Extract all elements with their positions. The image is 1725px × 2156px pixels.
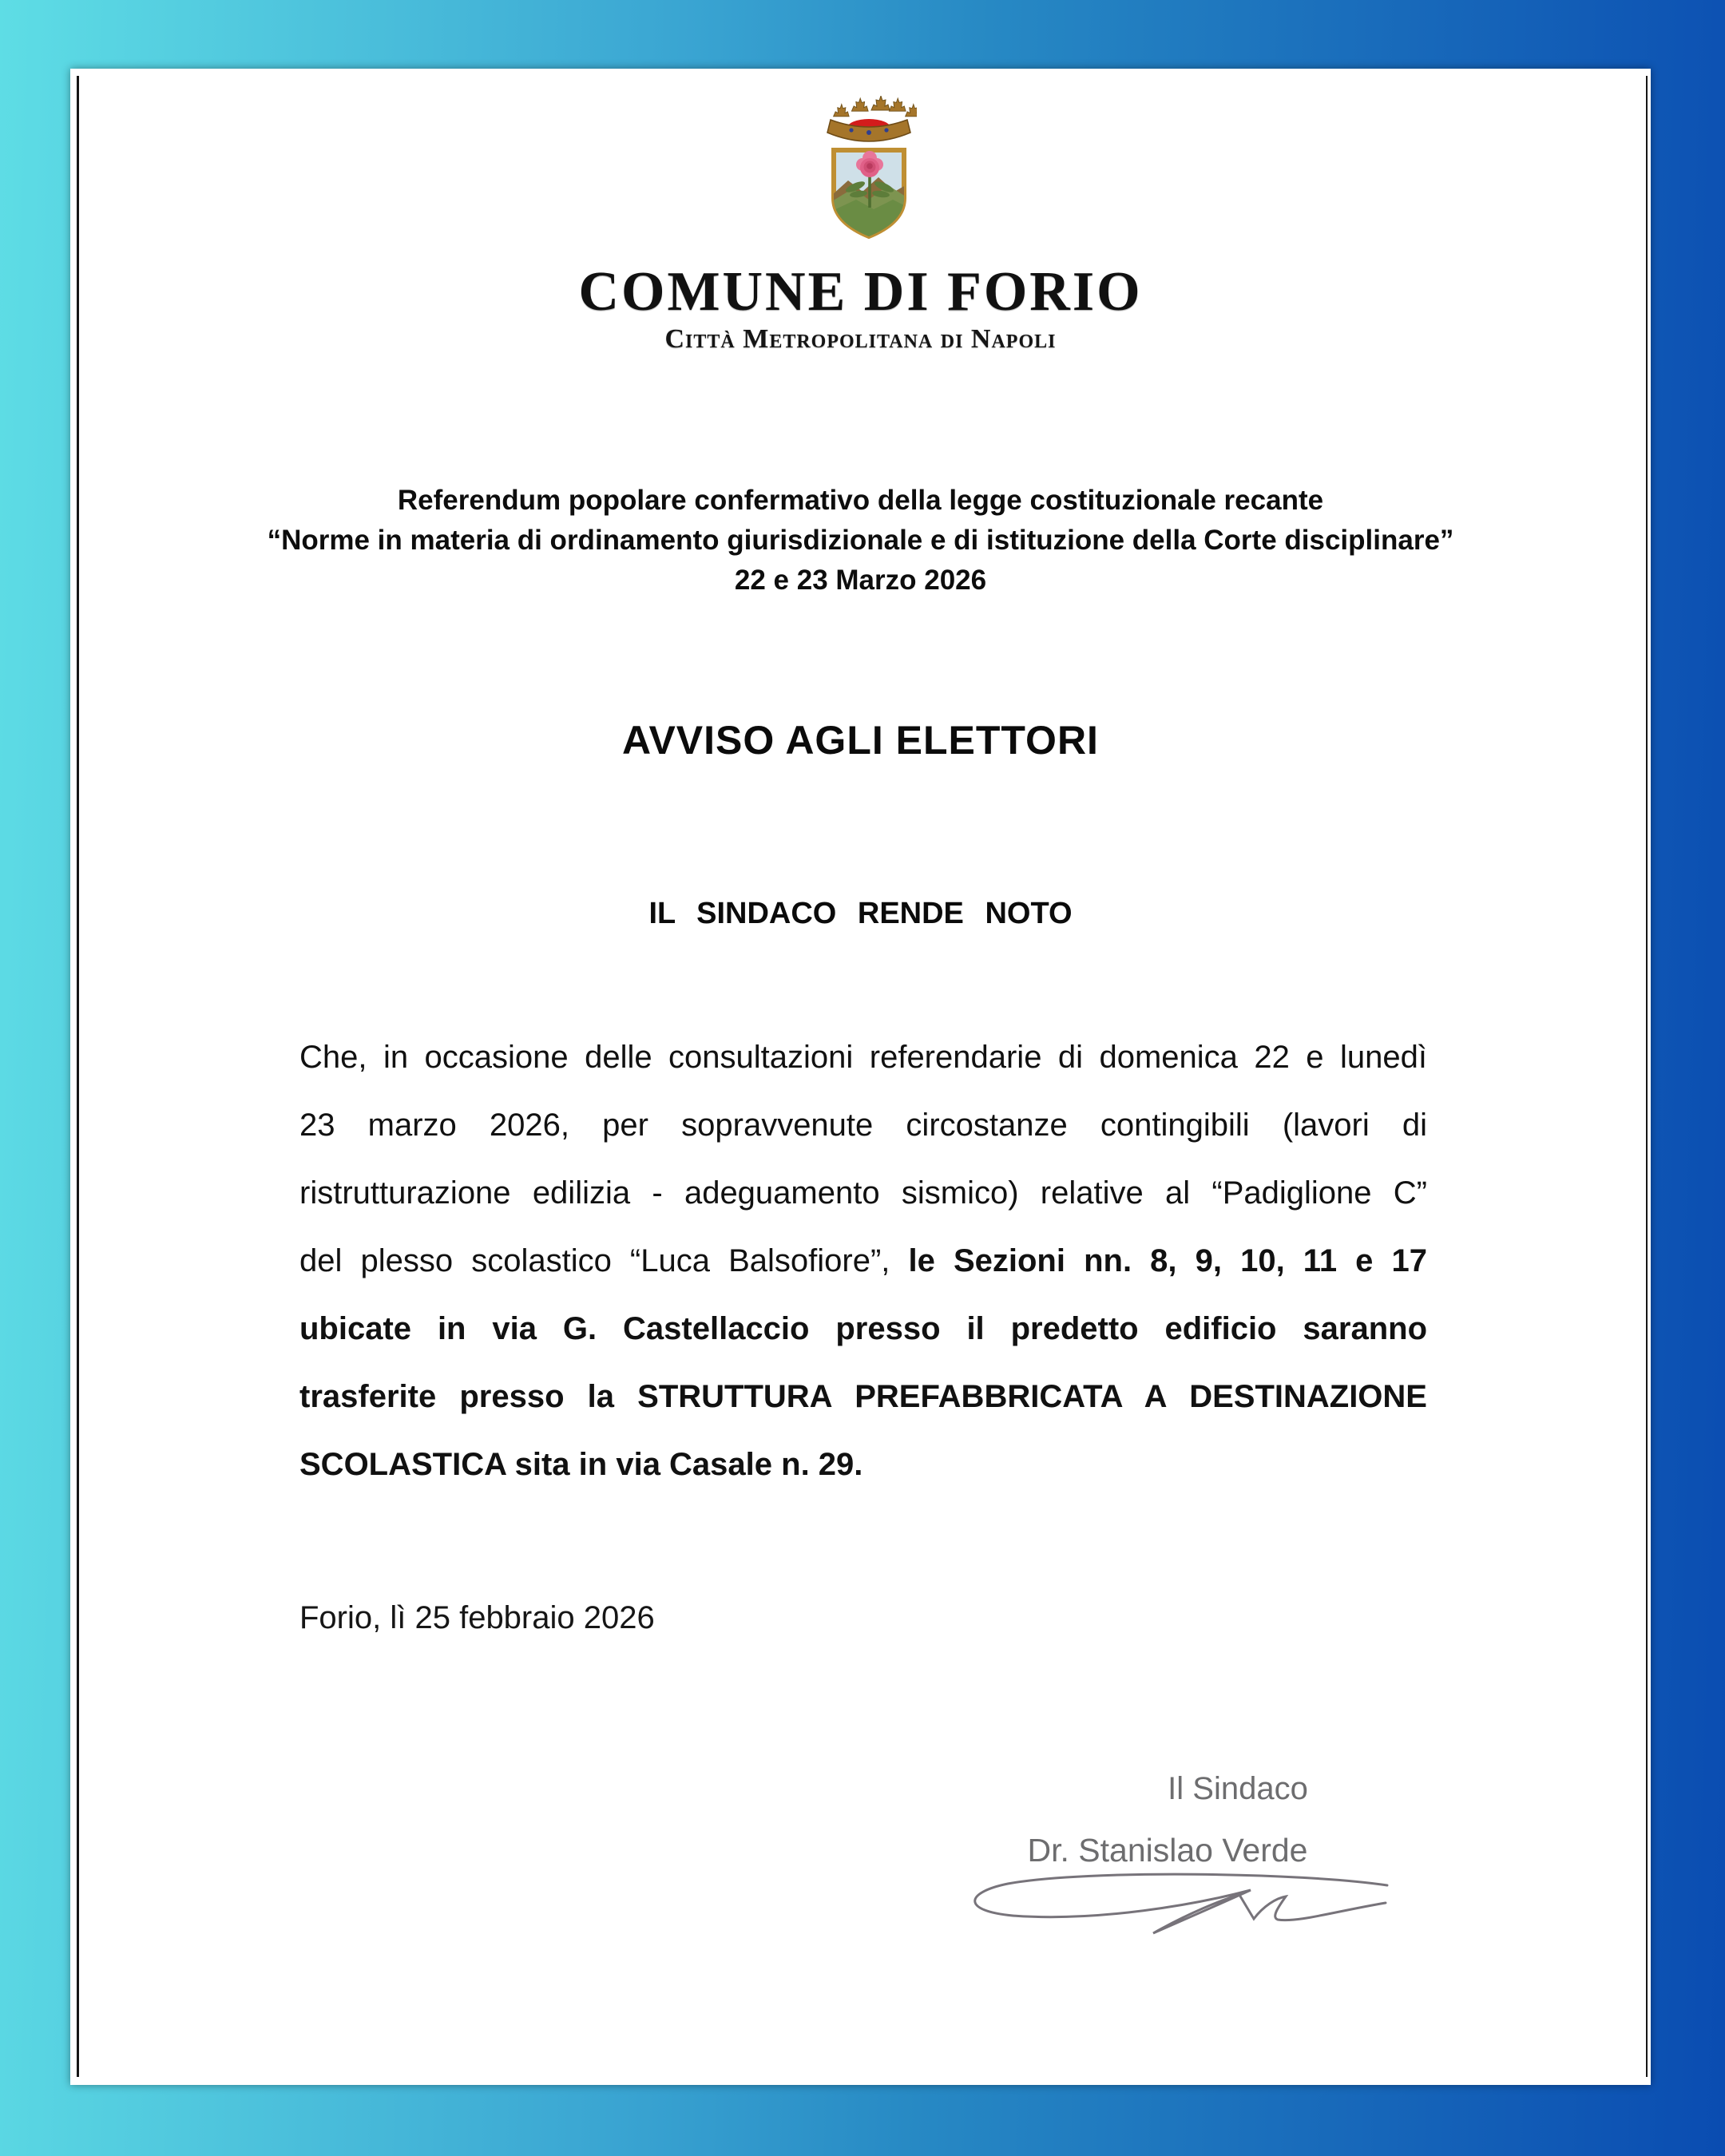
- referendum-heading: [70, 481, 1651, 600]
- body-line: del plesso scolastico “Luca Balsofiore”, le Sezioni nn. 8, 9, 10, 11 e 17: [299, 1243, 1427, 1278]
- notice-body: [299, 1024, 1427, 1499]
- body-line: ubicate in via G. Castellaccio presso il predetto edificio saranno: [299, 1311, 1427, 1346]
- referendum-line-1: Referendum popolare confermativo della legge costituzionale recante: [397, 485, 1324, 516]
- dateline: Forio, lì 25 febbraio 2026: [299, 1600, 655, 1635]
- scan-edge-left: [77, 76, 79, 2077]
- proclamation-line: IL SINDACO RENDE NOTO: [648, 897, 1073, 930]
- signature-role: Il Sindaco: [1168, 1771, 1308, 1806]
- document-subtitle: Città Metropolitana di Napoli: [664, 324, 1057, 354]
- body-line: ristrutturazione edilizia - adeguamento sismico) relative al “Padiglione C”: [299, 1175, 1427, 1211]
- handwritten-signature-scribble: [958, 1869, 1406, 1945]
- document-title: COMUNE DI FORIO: [578, 261, 1143, 323]
- signature-name: Dr. Stanislao Verde: [1027, 1832, 1308, 1869]
- forio-coat-of-arms-icon: [821, 96, 917, 240]
- body-line: 23 marzo 2026, per sopravvenute circostanze contingibili (lavori di: [299, 1108, 1427, 1143]
- notice-title: AVVISO AGLI ELETTORI: [622, 718, 1099, 763]
- body-line: SCOLASTICA sita in via Casale n. 29.: [299, 1447, 863, 1482]
- referendum-line-3: 22 e 23 Marzo 2026: [734, 565, 987, 596]
- scan-edge-right: [1646, 76, 1648, 2077]
- body-line: trasferite presso la STRUTTURA PREFABBRICATA A DESTINAZIONE: [299, 1379, 1427, 1414]
- body-line: Che, in occasione delle consultazioni referendarie di domenica 22 e lunedì: [299, 1040, 1427, 1075]
- referendum-line-2: “Norme in materia di ordinamento giurisdizionale e di istituzione della Corte disciplinare”: [267, 525, 1454, 556]
- document-page: [70, 69, 1651, 2085]
